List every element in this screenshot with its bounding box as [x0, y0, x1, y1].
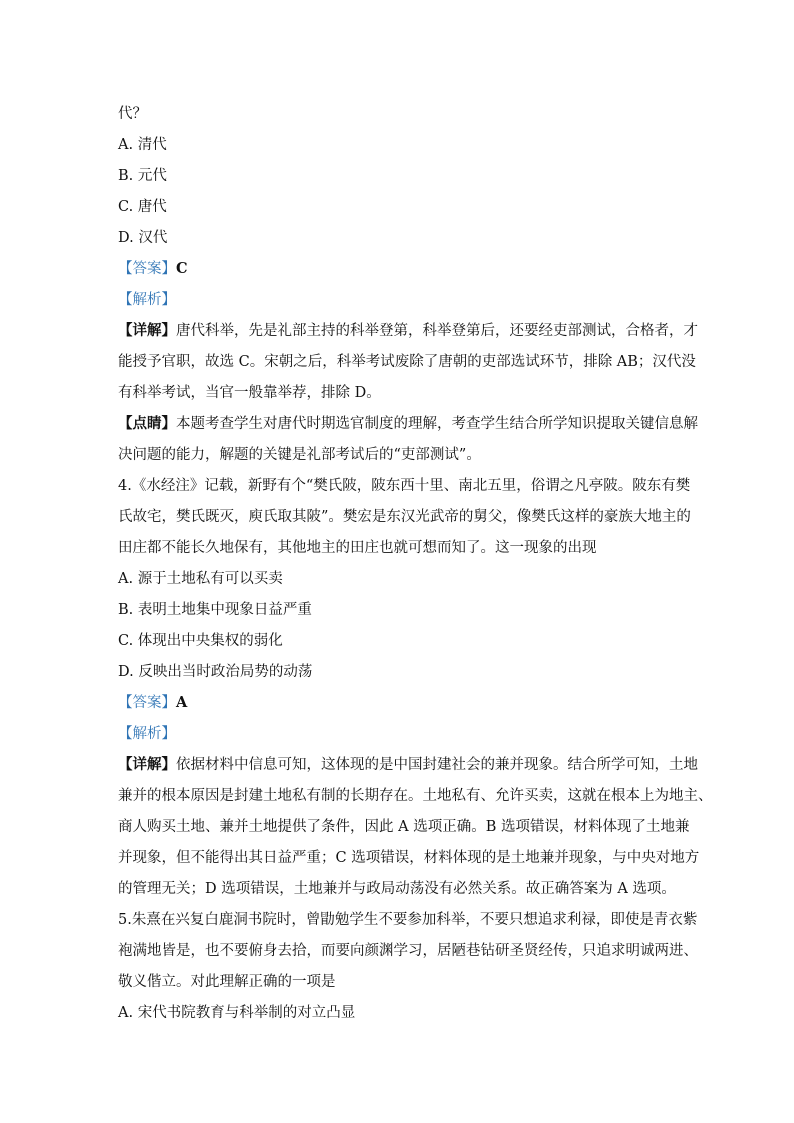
detail-tag: 【详解】 [118, 322, 176, 339]
detail-text: 依据材料中信息可知，这体现的是中国封建社会的兼并现象。结合所学可知，土地 [176, 757, 698, 773]
q3-detail-line-1 [118, 322, 698, 340]
q3-analysis-tag [118, 291, 176, 309]
q4-stem-line-3: 田庄都不能长久地保有，其他地主的田庄也就可想而知了。这一现象的出现 [118, 540, 597, 556]
q4-stem-line-1: 4.《水经注》记载，新野有个“樊氏陂，陂东西十里、南北五里，俗谓之凡亭陂。陂东有樊 [118, 478, 691, 494]
q4-option-c: C. 体现出中央集权的弱化 [118, 633, 283, 649]
q4-option-d: D. 反映出当时政治局势的动荡 [118, 664, 313, 680]
q4-option-b: B. 表明土地集中现象日益严重 [118, 602, 312, 618]
q4-analysis-tag [118, 725, 176, 743]
q4-detail-line-1 [118, 756, 698, 774]
answer-tag: 【答案】 [118, 695, 176, 711]
q3-stem-tail: 代？ [118, 106, 147, 122]
comment-tag: 【点睛】 [118, 415, 176, 432]
q3-option-b: B. 元代 [118, 168, 167, 184]
q3-option-c: C. 唐代 [118, 199, 167, 215]
answer-value: C [176, 260, 188, 277]
q4-stem-line-2: 氏故宅，樊氏既灭，庾氏取其陂”。樊宏是东汉光武帝的舅父，像樊氏这样的豪族大地主的 [118, 509, 691, 525]
detail-tag: 【详解】 [118, 756, 176, 773]
answer-tag: 【答案】 [118, 261, 176, 277]
q3-comment-line-1 [118, 415, 698, 433]
q5-stem-line-1: 5.朱熹在兴复白鹿洞书院时，曾勖勉学生不要参加科举，不要只想追求利禄，即使是青衣紫 [118, 912, 698, 928]
q3-option-a: A. 清代 [118, 137, 167, 153]
q5-stem-line-2: 袍满地皆是，也不要俯身去拾，而要向颜渊学习，居陋巷钻研圣贤经传，只追求明诚两进、 [118, 943, 698, 959]
q4-detail-line-3: 商人购买土地、兼并土地提供了条件，因此 A 选项正确。B 选项错误，材料体现了土地兼 [118, 819, 690, 835]
q4-detail-line-4: 并现象，但不能得出其日益严重；C 选项错误，材料体现的是土地兼并现象，与中央对地方 [118, 850, 700, 866]
comment-text: 本题考查学生对唐代时期选官制度的理解，考查学生结合所学知识提取关键信息解 [176, 416, 698, 432]
q3-option-d: D. 汉代 [118, 230, 168, 246]
q4-detail-line-5: 的管理无关；D 选项错误，土地兼并与政局动荡没有必然关系。故正确答案为 A 选项。 [118, 881, 676, 897]
q3-detail-line-3: 有科举考试，当官一般靠举荐，排除 D。 [118, 385, 381, 401]
q5-option-a: A. 宋代书院教育与科举制的对立凸显 [118, 1005, 356, 1021]
q4-detail-line-2: 兼并的根本原因是封建土地私有制的长期存在。土地私有、允许买卖，这就在根本上为地主、 [118, 788, 713, 804]
analysis-tag: 【解析】 [118, 292, 176, 308]
q4-option-a: A. 源于土地私有可以买卖 [118, 571, 283, 587]
q4-answer [118, 694, 187, 712]
q3-detail-line-2: 能授予官职，故选 C。宋朝之后，科举考试废除了唐朝的吏部选试环节，排除 AB；汉代没 [118, 354, 696, 370]
answer-value: A [176, 694, 188, 711]
q5-stem-line-3: 敬义偕立。对此理解正确的一项是 [118, 974, 336, 990]
q3-comment-line-2: 决问题的能力，解题的关键是礼部考试后的“吏部测试”。 [118, 447, 481, 463]
analysis-tag: 【解析】 [118, 726, 176, 742]
detail-text: 唐代科举，先是礼部主持的科举登第，科举登第后，还要经吏部测试，合格者，才 [176, 323, 698, 339]
q3-answer [118, 260, 188, 278]
